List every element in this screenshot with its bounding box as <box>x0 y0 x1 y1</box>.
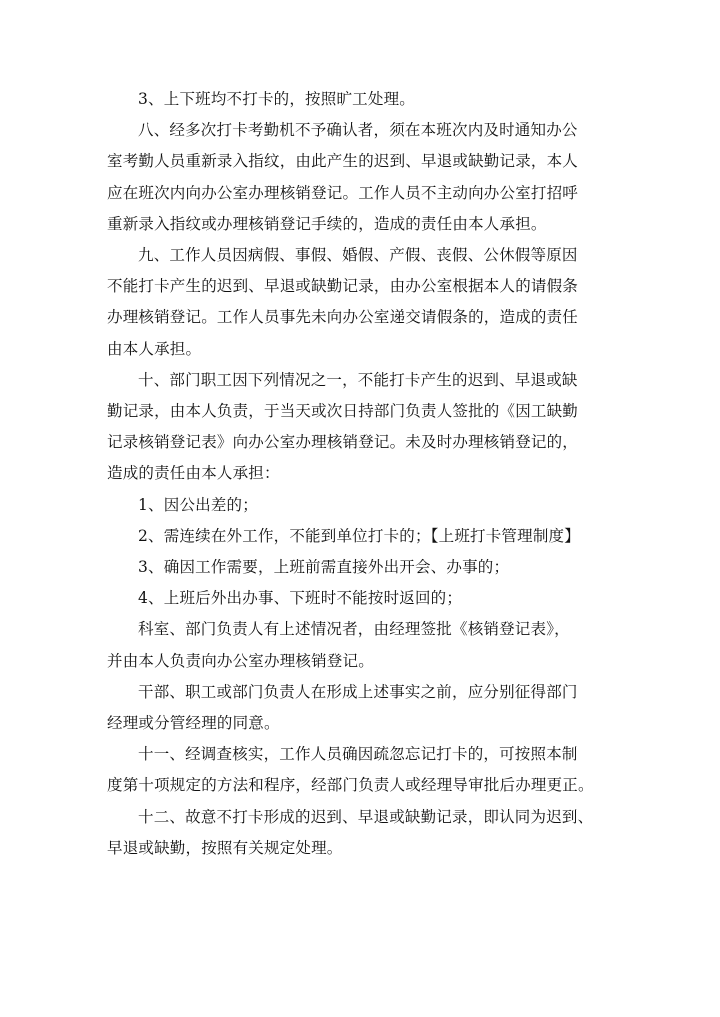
text-line: 十二、故意不打卡形成的迟到、早退或缺勤记录，即认同为迟到、 <box>138 807 594 826</box>
text-line: 记录核销登记表》向办公室办理核销登记。未及时办理核销登记的， <box>107 433 579 452</box>
text-line: 九、工作人员因病假、事假、婚假、产假、丧假、公休假等原因 <box>138 246 578 265</box>
list-item-1 <box>107 490 615 521</box>
list-item-3 <box>107 552 615 583</box>
text-line: 3、上下班均不打卡的，按照旷工处理。 <box>138 90 415 108</box>
text-line: 4、上班后外出办事、下班时不能按时返回的； <box>138 589 463 608</box>
paragraph-rule-3 <box>107 84 615 115</box>
text-line: 十、部门职工因下列情况之一，不能打卡产生的迟到、早退或缺 <box>138 370 578 389</box>
text-line: 办理核销登记。工作人员事先未向办公室递交请假条的，造成的责任 <box>107 308 579 327</box>
text-line: 并由本人负责向办公室办理核销登记。 <box>107 651 374 670</box>
text-line: 由本人承担。 <box>107 339 202 358</box>
text-line: 2、需连续在外工作，不能到单位打卡的；【上班打卡管理制度】 <box>138 526 580 545</box>
text-line: 1、因公出差的； <box>138 495 258 514</box>
text-line: 应在班次内向办公室办理核销登记。工作人员不主动向办公室打招呼 <box>107 183 579 202</box>
paragraph-rule-9 <box>107 240 615 365</box>
paragraph-rule-8 <box>107 115 615 240</box>
text-line: 度第十项规定的方法和程序，经部门负责人或经理导审批后办理更正。 <box>107 776 594 795</box>
paragraph-rule-11 <box>107 739 615 801</box>
text-line: 室考勤人员重新录入指纹，由此产生的迟到、早退或缺勤记录，本人 <box>107 152 579 171</box>
text-line: 早退或缺勤，按照有关规定处理。 <box>107 838 343 857</box>
text-line: 重新录入指纹或办理核销登记手续的，造成的责任由本人承担。 <box>107 214 547 233</box>
text-line: 经理或分管经理的同意。 <box>107 714 280 733</box>
text-line: 科室、部门负责人有上述情况者，由经理签批《核销登记表》， <box>138 620 570 639</box>
paragraph-rule-12 <box>107 802 615 864</box>
list-item-4 <box>107 583 615 614</box>
text-line: 十一、经调查核实，工作人员确因疏忽忘记打卡的，可按照本制 <box>138 745 578 764</box>
text-line: 造成的责任由本人承担： <box>107 464 280 483</box>
paragraph-department-head <box>107 614 615 676</box>
text-line: 不能打卡产生的迟到、早退或缺勤记录，由办公室根据本人的请假条 <box>107 277 579 296</box>
text-line: 勤记录，由本人负责，于当天或次日持部门负责人签批的《因工缺勤 <box>107 402 579 421</box>
text-line: 干部、职工或部门负责人在形成上述事实之前，应分别征得部门 <box>138 682 578 701</box>
list-item-2 <box>107 521 615 552</box>
paragraph-approval <box>107 677 615 739</box>
text-line: 3、确因工作需要，上班前需直接外出开会、办事的； <box>138 558 510 577</box>
paragraph-rule-10 <box>107 365 615 490</box>
text-line: 八、经多次打卡考勤机不予确认者，须在本班次内及时通知办公 <box>138 121 578 140</box>
document-page <box>107 84 615 864</box>
